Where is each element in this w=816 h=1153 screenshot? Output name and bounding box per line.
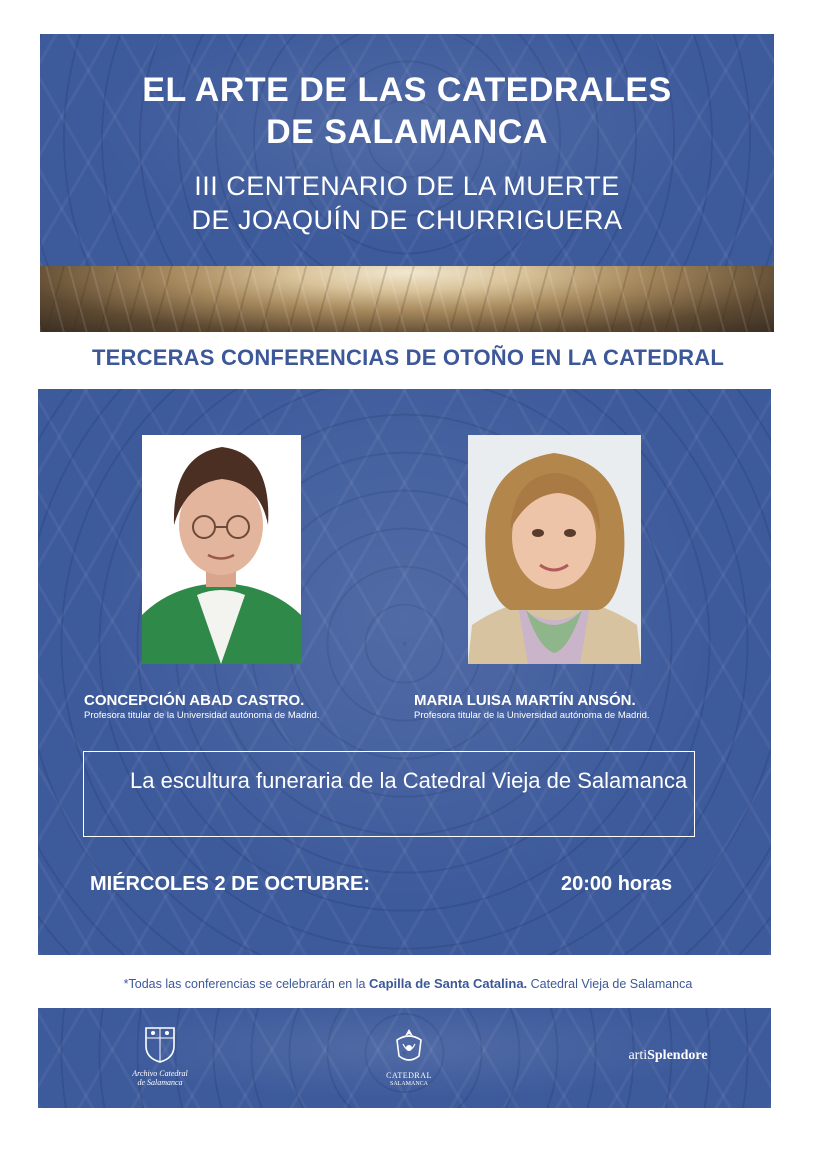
main-title-line-1: EL ARTE DE LAS CATEDRALES <box>142 71 672 109</box>
archivo-shield-icon <box>142 1024 178 1064</box>
artisplendore-suffix: Splendore <box>647 1048 708 1063</box>
catedral-salamanca-logo <box>374 1026 444 1089</box>
artisplendore-logo <box>618 1048 718 1064</box>
archivo-catedral-logo <box>130 1024 190 1087</box>
venue-note-suffix: Catedral Vieja de Salamanca <box>530 977 693 991</box>
main-title-line-2: DE SALAMANCA <box>266 113 548 151</box>
cathedral-dome-photo <box>40 266 774 332</box>
talk-title: La escultura funeraria de la Catedral Vieja de Salamanca <box>130 768 688 793</box>
artisplendore-prefix: arti <box>628 1048 648 1063</box>
catedral-crest-icon <box>389 1026 429 1066</box>
event-date: MIÉRCOLES 2 DE OCTUBRE: <box>90 873 371 895</box>
venue-note-prefix: *Todas las conferencias se celebrarán en la <box>123 977 366 991</box>
speaker-1-role: Profesora titular de la Universidad autónoma de Madrid. <box>84 710 320 721</box>
catedral-line-1: CATEDRAL <box>386 1071 432 1080</box>
series-title: TERCERAS CONFERENCIAS DE OTOÑO EN LA CATEDRAL <box>92 345 724 370</box>
archivo-line-1: Archivo Catedral <box>132 1069 188 1078</box>
subtitle-line-1: III CENTENARIO DE LA MUERTE <box>194 171 620 201</box>
header-banner <box>40 34 774 332</box>
speaker-2-name: MARIA LUISA MARTÍN ANSÓN. <box>414 692 636 709</box>
speaker-2-role: Profesora titular de la Universidad autónoma de Madrid. <box>414 710 650 721</box>
speaker-1-name: CONCEPCIÓN ABAD CASTRO. <box>84 692 305 709</box>
subtitle-line-2: DE JOAQUÍN DE CHURRIGUERA <box>191 205 623 235</box>
speaker-2-photo <box>468 435 641 664</box>
talk-title-box <box>83 751 695 837</box>
archivo-line-2: de Salamanca <box>137 1078 183 1087</box>
venue-note <box>0 976 816 991</box>
main-panel <box>38 389 771 955</box>
venue-note-place: Capilla de Santa Catalina. <box>368 976 528 991</box>
speaker-1-photo <box>142 435 301 664</box>
catedral-line-2: SALAMANCA <box>389 1081 428 1087</box>
event-time: 20:00 horas <box>561 873 673 895</box>
footer-logos <box>38 1008 771 1108</box>
